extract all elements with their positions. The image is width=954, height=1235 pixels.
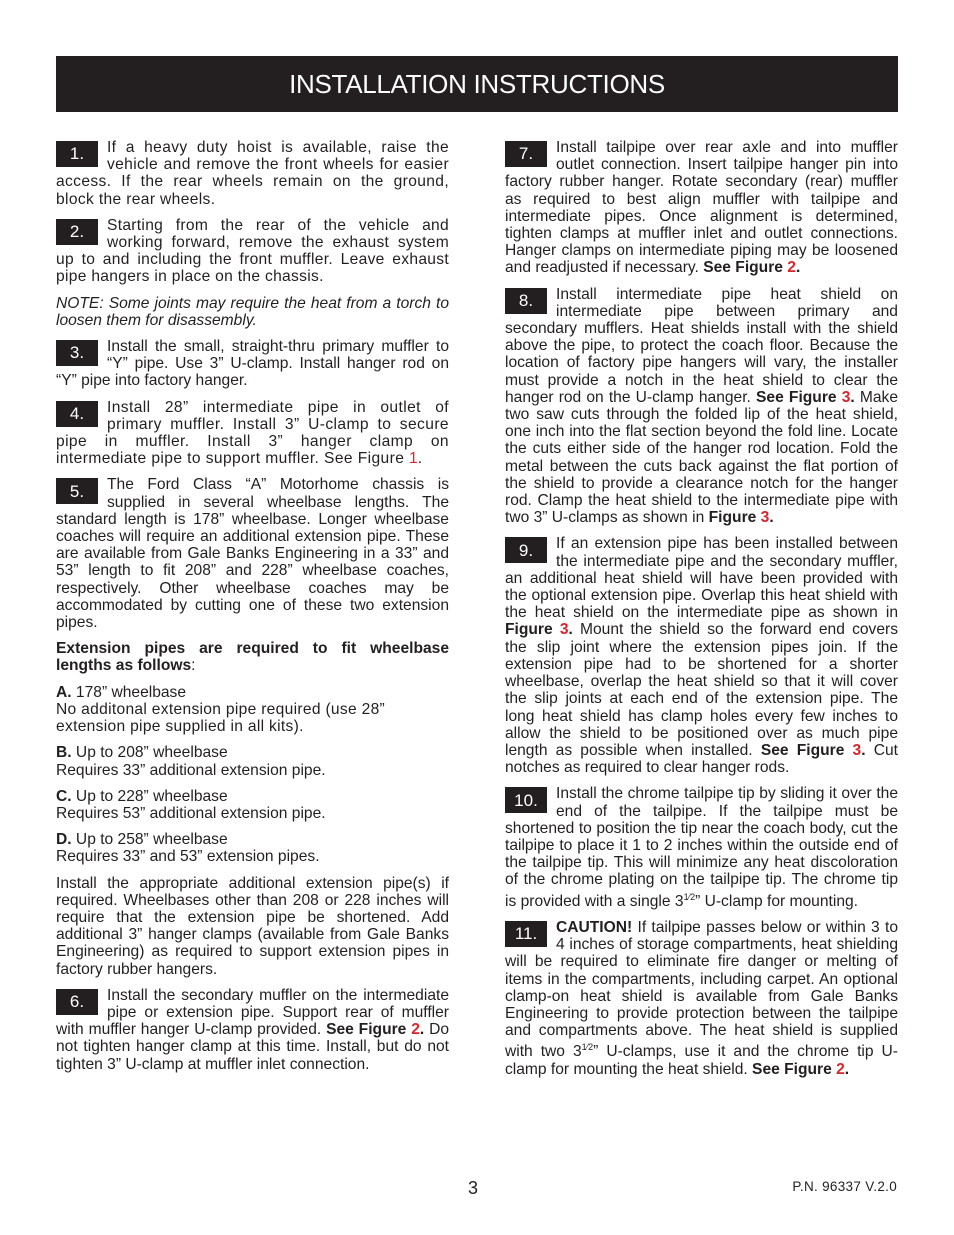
wheelbase-option-b xyxy=(56,744,449,778)
wheelbase-option-d xyxy=(56,831,449,865)
figure-ref: 3 xyxy=(841,388,851,406)
fraction: 1⁄2 xyxy=(581,1042,594,1053)
option-title: Up to 208” wheelbase xyxy=(71,744,228,762)
step-text-end: Cut notches as required to clear hanger rods. xyxy=(505,741,899,777)
figure-ref-dot: . xyxy=(844,1060,850,1078)
figure-ref: 3 xyxy=(852,741,862,759)
step-text-mid: Mount the shield so the forward end covers the slip joint where the extension pipes join. If the extension pipe had to be shortened for a shorter wheelbase, overlap the heat shield so that it will cover the slip joints at each end of the extension pipe. The long heat shield has clamp holes every few inches to allow the shield to be positioned over as much pipe length as possible when installed. xyxy=(505,621,898,759)
step-number-badge: 1. xyxy=(56,141,98,167)
see-figure-label: See Figure xyxy=(752,1060,837,1078)
page-title: INSTALLATION INSTRUCTIONS xyxy=(289,68,665,99)
see-figure-label: See Figure xyxy=(703,259,788,277)
step-6 xyxy=(56,987,449,1073)
step-2 xyxy=(56,217,449,286)
step-3 xyxy=(56,338,449,390)
step-number-badge: 2. xyxy=(56,219,98,245)
step-number-badge: 6. xyxy=(56,989,98,1015)
right-column xyxy=(505,139,898,1087)
step-text: Install tailpipe over rear axle and into muffler outlet connection. Insert tailpipe hanger pin into factory rubber hanger. Rotate secondary (rear) muffler as required to best align muffler with tailpipe and intermediate pipes. Once alignment is determined, tighten clamps at muffler inlet and outlet connections. Hanger clamps on intermediate piping may be loosened and readjusted if necessary. xyxy=(505,139,898,277)
step-text-end: ” U-clamp for mounting. xyxy=(695,892,858,910)
step-4 xyxy=(56,399,449,468)
option-desc: Requires 53” additional extension pipe. xyxy=(56,804,326,822)
option-letter: D. xyxy=(56,831,72,849)
option-letter: A. xyxy=(56,683,72,701)
figure-ref: 3 xyxy=(760,509,770,527)
figure-ref-dot: . xyxy=(419,1021,425,1039)
see-figure-label: See Figure xyxy=(756,388,842,406)
figure-ref: 2 xyxy=(836,1060,845,1078)
figure-ref-dot: . xyxy=(850,388,855,406)
page-header xyxy=(56,56,898,112)
figure-ref: 2 xyxy=(787,259,796,277)
see-figure-label: See Figure xyxy=(326,1021,412,1039)
figure-ref: 2 xyxy=(411,1021,420,1039)
step-9 xyxy=(505,535,898,776)
step-text-mid: ” U-clamps, use it and the chrome tip U-clamp for mounting the heat shield. xyxy=(505,1043,898,1078)
step-text: Install the chrome tailpipe tip by sliding it over the end of the tailpipe. If the tailpipe must be shortened to position the tip near the coach body, cut the tailpipe to place it 1 to 2 inches within the outside end of the tailpipe tip. This will minimize any heat discoloration of the chrome plating on the tailpipe tip. The chrome tip is provided with a single 3 xyxy=(505,785,898,910)
step-text: Install the small, straight-thru primary muffler to “Y” pipe. Use 3” U-clamp. Install hanger rod on “Y” pipe into factory hanger. xyxy=(56,338,449,390)
option-title: Up to 258” wheelbase xyxy=(71,831,228,849)
step-text: The Ford Class “A” Motorhome chassis is supplied in several wheelbase lengths. The standard length is 178” wheelbase. Longer wheelbase coaches will require an additional extension pipe. These are available from Gale Banks Engineering in a 33” and 53” length to fit 208” and 228” wheelbase coaches, respectively. Other wheelbase coaches may be accommodated by cutting one of these two extension pipes. xyxy=(56,476,449,632)
figure-ref-dot: . xyxy=(568,621,573,639)
option-desc: No additonal extension pipe required (use 28” extension pipe supplied in all kits). xyxy=(56,700,386,736)
option-title: Up to 228” wheelbase xyxy=(71,787,228,805)
see-figure-label: See Figure xyxy=(760,741,853,759)
step-number-badge: 11. xyxy=(505,921,547,947)
step-text: Starting from the rear of the vehicle and working forward, remove the exhaust system up to and including the front muffler. Leave exhaust pipe hangers in place on the chassis. xyxy=(56,216,449,286)
option-desc: Requires 33” additional extension pipe. xyxy=(56,761,326,779)
option-letter: C. xyxy=(56,787,72,805)
figure-ref: 1 xyxy=(409,450,418,468)
step-text-mid: Make two saw cuts through the folded lip of the heat shield, one inch into the flat section beyond the fold line. Locate the cuts either side of the hanger rod location. Fold the metal between the cuts back against the flat portion of the shield to provide a clearance notch for the hanger rod. Clamp the heat shield to the intermediate pipe with two 3” U-clamps as shown in xyxy=(505,388,899,527)
see-figure-label: Figure xyxy=(505,621,560,639)
step-text: Install intermediate pipe heat shield on intermediate pipe between primary and secondary mufflers. Heat shields install with the shield above the pipe, to protect the coach floor. Because the location of factory pipe hangers will vary, the installer must provide a notch in the heat shield to clear the hanger rod on the U-clamp hanger. xyxy=(505,285,898,406)
step-8 xyxy=(505,286,898,527)
extension-heading-text: Extension pipes are required to fit wheelbase lengths as follows xyxy=(56,640,449,675)
step-1 xyxy=(56,139,449,208)
option-letter: B. xyxy=(56,744,72,762)
fraction: 1⁄2 xyxy=(683,891,696,902)
step-number-badge: 7. xyxy=(505,141,547,167)
step-text-end: Do not tighten hanger clamp at this time. Install, but do not tighten 3” U-clamp at muffler inlet connection. xyxy=(56,1021,449,1073)
wheelbase-option-c xyxy=(56,788,449,822)
step-text: If a heavy duty hoist is available, raise the vehicle and remove the front wheels for easier access. If the rear wheels remain on the ground, block the rear wheels. xyxy=(56,139,449,208)
caution-label: CAUTION! xyxy=(556,918,633,936)
step-text: Install the secondary muffler on the intermediate pipe or extension pipe. Support rear of muffler with muffler hanger U-clamp provided. xyxy=(56,986,449,1039)
extension-heading-colon: : xyxy=(191,657,196,675)
step-text: If an extension pipe has been installed between the intermediate pipe and the secondary muffler, an additional heat shield will have been provided with the optional extension pipe. Overlap this heat shield with the heat shield on the intermediate pipe as shown in xyxy=(505,535,898,622)
figure-ref-dot: . xyxy=(861,741,866,759)
extension-heading xyxy=(56,640,449,674)
step-text-end: . xyxy=(417,450,423,468)
disassembly-note: NOTE: Some joints may require the heat from a torch to loosen them for disassembly. xyxy=(56,294,449,329)
step-text: Install 28” intermediate pipe in outlet of primary muffler. Install 3” U-clamp to secure pipe in muffler. Install 3” hanger clamp on intermediate pipe to support muffler. See Figure xyxy=(56,398,449,468)
step-number-badge: 5. xyxy=(56,478,98,504)
step-7 xyxy=(505,139,898,277)
step-number-badge: 8. xyxy=(505,288,547,314)
step-5 xyxy=(56,476,449,631)
step-10 xyxy=(505,785,898,910)
step-number-badge: 10. xyxy=(505,787,547,813)
figure-ref: 3 xyxy=(559,621,569,639)
figure-ref-dot: . xyxy=(769,509,774,527)
step-number-badge: 9. xyxy=(505,537,547,563)
see-figure-label: Figure xyxy=(708,509,761,527)
option-title: 178” wheelbase xyxy=(71,683,187,701)
left-column xyxy=(56,139,449,1082)
step-text: If tailpipe passes below or within 3 to 4 inches of storage compartments, heat shielding will be required to eliminate fire danger or melting of items in the compartments, including carpet. An optional clamp-on heat shield is available from Gale Banks Engineering to provide protection between the tailpipe and compartments above. The heat shield is supplied with two 3 xyxy=(505,918,898,1061)
figure-ref-dot: . xyxy=(795,259,801,277)
step-number-badge: 4. xyxy=(56,401,98,427)
page-number: 3 xyxy=(468,1178,479,1198)
step-number-badge: 3. xyxy=(56,340,98,366)
option-desc: Requires 33” and 53” extension pipes. xyxy=(56,848,320,866)
part-number: P.N. 96337 V.2.0 xyxy=(792,1179,897,1194)
wheelbase-option-a xyxy=(56,684,449,736)
install-extension-paragraph: Install the appropriate additional extension pipe(s) if required. Wheelbases other than 208 or 228 inches will require that the extension pipe be shortened. Add additional 3” hanger clamps (available from Gale Banks Engineering) as required to support extension pipes in factory rubber hangers. xyxy=(56,874,449,978)
step-11 xyxy=(505,919,898,1078)
